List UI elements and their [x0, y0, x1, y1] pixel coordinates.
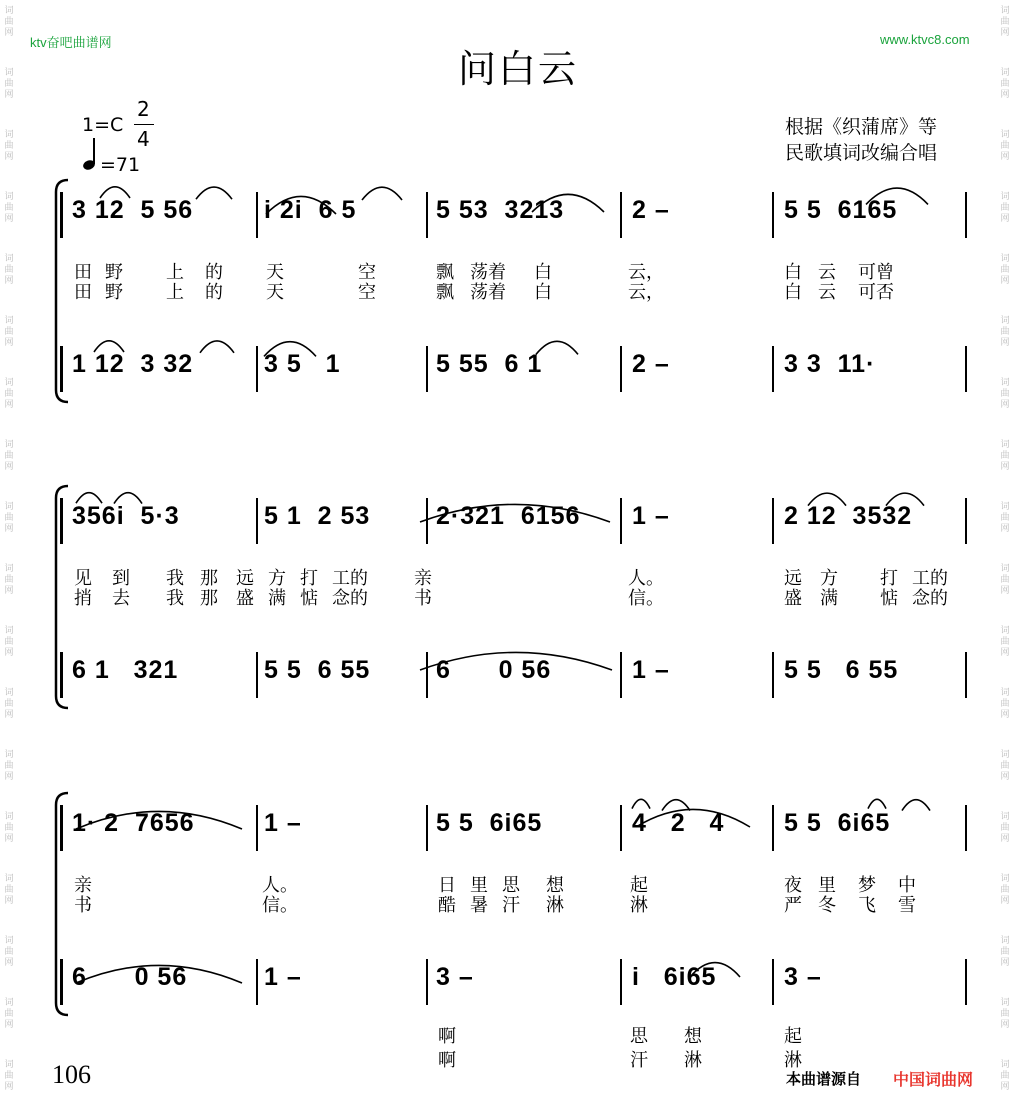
barline [60, 805, 63, 851]
lyric-verse-2-word: 淋 [630, 895, 648, 916]
lyric-verse-1-word: 方 [268, 568, 286, 589]
barline [426, 959, 428, 1005]
lyric-verse-2-word: 野 [105, 282, 123, 303]
barline [60, 346, 63, 392]
watermark-text: 词 曲 网 [1000, 254, 1010, 286]
lyric-lower-1-word: 啊 [438, 1026, 456, 1047]
time-signature-top: 2 [137, 97, 150, 121]
barline [620, 652, 622, 698]
lyric-verse-1-word: 天 [266, 262, 284, 283]
barline [772, 346, 774, 392]
source-site-link[interactable]: 中国词曲网 [893, 1070, 974, 1089]
song-title: 问白云 [458, 47, 579, 91]
lyric-verse-1-word: 见 [74, 568, 92, 589]
lower-measure-4: 2 – [632, 350, 670, 378]
lyric-lower-1-word: 起 [784, 1026, 802, 1047]
barline [256, 652, 258, 698]
lyric-verse-1-word: 空 [358, 262, 376, 283]
lyric-verse-1-word: 野 [105, 262, 123, 283]
barline [772, 192, 774, 238]
watermark-text: 词 曲 网 [1000, 130, 1010, 162]
barline [256, 346, 258, 392]
barline [772, 652, 774, 698]
tempo-marking: =71 [100, 154, 141, 176]
lyric-verse-1-word: 梦 [858, 875, 876, 896]
lyric-verse-2-word: 去 [112, 588, 130, 609]
watermark-text: 词 曲 网 [4, 998, 14, 1030]
watermark-text: 词 曲 网 [1000, 564, 1010, 596]
watermark-text: 词 曲 网 [4, 812, 14, 844]
barline [256, 192, 258, 238]
barline [772, 498, 774, 544]
lower-measure-4: 1 – [632, 656, 670, 684]
lyric-verse-1-word: 飘 [436, 262, 454, 283]
watermark-text: 词 曲 网 [1000, 316, 1010, 348]
watermark-text: 词 曲 网 [1000, 936, 1010, 968]
lower-measure-5: 3 – [784, 963, 822, 991]
lyric-verse-2-word: 飞 [858, 895, 876, 916]
lyric-verse-2-word: 飘 [436, 282, 454, 303]
upper-measure-1: 3 12 5 56 [72, 196, 194, 224]
lyric-verse-2-word: 捎 [74, 588, 92, 609]
lyric-lower-1-word: 思 [630, 1026, 648, 1047]
lyric-verse-1-word: 起 [630, 875, 648, 896]
watermark-text: 词 曲 网 [4, 626, 14, 658]
lyric-verse-1-word: 夜 [784, 875, 802, 896]
lyric-verse-2-word: 白 [534, 282, 552, 303]
lower-measure-4: i 6i65 [632, 963, 717, 991]
upper-measure-5: 5 5 6i65 [784, 809, 891, 837]
lyric-verse-2-word: 惦 [880, 588, 898, 609]
lyric-verse-1-word: 云 [818, 262, 836, 283]
lyric-verse-2-word: 信。 [628, 588, 664, 609]
barline [60, 959, 63, 1005]
barline [426, 498, 428, 544]
lyric-verse-2-word: 淋 [546, 895, 564, 916]
barline [60, 498, 63, 544]
watermark-text: 词 曲 网 [1000, 998, 1010, 1030]
lyric-verse-2-word: 荡着 [470, 282, 506, 303]
upper-measure-3: 5 5 6i65 [436, 809, 543, 837]
lyric-verse-2-word: 盛 [236, 588, 254, 609]
upper-measure-5: 2 12 3532 [784, 502, 913, 530]
upper-measure-1: 1· 2 7656 [72, 809, 195, 837]
lower-measure-2: 5 5 6 55 [264, 656, 371, 684]
lyric-verse-1-word: 远 [784, 568, 802, 589]
watermark-text: 词 曲 网 [1000, 874, 1010, 906]
lyric-verse-2-word: 满 [820, 588, 838, 609]
barline [60, 192, 63, 238]
barline [426, 192, 428, 238]
watermark-text: 词 曲 网 [1000, 192, 1010, 224]
watermark-text: 词 曲 网 [1000, 440, 1010, 472]
lyric-verse-2-word: 的 [205, 282, 223, 303]
lyric-verse-2-word: 酷 [438, 895, 456, 916]
barline [256, 959, 258, 1005]
lower-measure-5: 3 3 11· [784, 350, 876, 378]
watermark-text: 词 曲 网 [4, 130, 14, 162]
watermark-text: 词 曲 网 [1000, 750, 1010, 782]
watermark-text: 词 曲 网 [1000, 6, 1010, 38]
barline [965, 805, 967, 851]
barline [256, 498, 258, 544]
lower-measure-2: 3 5 1 [264, 350, 341, 378]
lyric-verse-2-word: 可否 [858, 282, 894, 303]
barline [965, 652, 967, 698]
barline [772, 959, 774, 1005]
lyric-verse-1-word: 云， [628, 262, 664, 283]
upper-measure-2: 5 1 2 53 [264, 502, 371, 530]
watermark-text: 词 曲 网 [4, 192, 14, 224]
watermark-text: 词 曲 网 [1000, 68, 1010, 100]
watermark-text: 词 曲 网 [1000, 378, 1010, 410]
time-signature-bar [134, 124, 154, 125]
watermark-text: 词 曲 网 [4, 378, 14, 410]
barline [620, 498, 622, 544]
site-name-left[interactable]: ktv奋吧曲谱网 [30, 35, 112, 50]
site-url-right[interactable]: www.ktvc8.com [880, 32, 970, 47]
quarter-note-icon [80, 136, 100, 172]
lyric-verse-2-word: 冬 [818, 895, 836, 916]
barline [620, 959, 622, 1005]
lyric-verse-1-word: 思 [502, 875, 520, 896]
barline [965, 346, 967, 392]
lyric-verse-1-word: 里 [818, 875, 836, 896]
time-signature-bottom: 4 [137, 127, 150, 151]
lyric-lower-2-word: 淋 [784, 1050, 802, 1071]
barline [60, 652, 63, 698]
watermark-text: 词 曲 网 [4, 564, 14, 596]
barline [256, 805, 258, 851]
lyric-verse-1-word: 日 [438, 875, 456, 896]
barline [426, 652, 428, 698]
lower-measure-5: 5 5 6 55 [784, 656, 899, 684]
watermark-text: 词 曲 网 [1000, 688, 1010, 720]
lyric-verse-2-word: 空 [358, 282, 376, 303]
barline [620, 192, 622, 238]
lyric-verse-1-word: 白 [534, 262, 552, 283]
lyric-lower-2-word: 淋 [684, 1050, 702, 1071]
lyric-verse-2-word: 信。 [262, 895, 298, 916]
lyric-verse-1-word: 中 [898, 875, 916, 896]
watermark-text: 词 曲 网 [4, 68, 14, 100]
upper-measure-2: 1 – [264, 809, 302, 837]
lyric-verse-1-word: 的 [205, 262, 223, 283]
barline [620, 805, 622, 851]
watermark-text: 词 曲 网 [4, 440, 14, 472]
lyric-verse-2-word: 田 [74, 282, 92, 303]
upper-measure-4: 1 – [632, 502, 670, 530]
lyric-lower-2-word: 啊 [438, 1050, 456, 1071]
lyric-verse-1-word: 到 [112, 568, 130, 589]
lyric-verse-2-word: 汗 [502, 895, 520, 916]
lyric-verse-1-word: 想 [546, 875, 564, 896]
lyric-verse-2-word: 云， [628, 282, 664, 303]
watermark-text: 词 曲 网 [4, 6, 14, 38]
lyric-verse-2-word: 严 [784, 895, 802, 916]
lyric-lower-2-word: 汗 [630, 1050, 648, 1071]
upper-measure-3: 2·321 6156 [436, 502, 581, 530]
upper-measure-5: 5 5 6165 [784, 196, 898, 224]
lyric-verse-1-word: 白 [784, 262, 802, 283]
lyric-verse-2-word: 念的 [332, 588, 368, 609]
lyric-verse-2-word: 满 [268, 588, 286, 609]
barline [965, 959, 967, 1005]
watermark-text: 词 曲 网 [4, 936, 14, 968]
lyric-verse-2-word: 书 [414, 588, 432, 609]
lyric-verse-2-word: 那 [200, 588, 218, 609]
watermark-text: 词 曲 网 [4, 874, 14, 906]
lyric-verse-1-word: 田 [74, 262, 92, 283]
barline [965, 498, 967, 544]
lyric-verse-2-word: 书 [74, 895, 92, 916]
lyric-verse-1-word: 人。 [262, 875, 298, 896]
lyric-verse-2-word: 白 [784, 282, 802, 303]
lyric-verse-2-word: 惦 [300, 588, 318, 609]
barline [426, 805, 428, 851]
lyric-verse-1-word: 打 [880, 568, 898, 589]
watermark-text: 词 曲 网 [4, 750, 14, 782]
lyric-verse-1-word: 工的 [912, 568, 948, 589]
lower-measure-1: 6 0 56 [72, 963, 188, 991]
credit-line-2: 民歌填词改编合唱 [785, 142, 938, 164]
lyric-verse-1-word: 亲 [414, 568, 432, 589]
watermark-text: 词 曲 网 [1000, 626, 1010, 658]
lyric-verse-2-word: 雪 [898, 895, 916, 916]
barline [965, 192, 967, 238]
lyric-verse-1-word: 荡着 [470, 262, 506, 283]
lyric-verse-1-word: 那 [200, 568, 218, 589]
watermark-text: 词 曲 网 [1000, 502, 1010, 534]
watermark-text: 词 曲 网 [4, 688, 14, 720]
lyric-verse-2-word: 天 [266, 282, 284, 303]
lyric-lower-1-word: 想 [684, 1026, 702, 1047]
lower-measure-3: 6 0 56 [436, 656, 552, 684]
lower-measure-3: 5 55 6 1 [436, 350, 543, 378]
lyric-verse-1-word: 方 [820, 568, 838, 589]
upper-measure-4: 2 – [632, 196, 670, 224]
key-signature: 1=C [82, 114, 124, 136]
credit-line-1: 根据《织蒲席》等 [785, 116, 938, 138]
watermark-text: 词 曲 网 [4, 1060, 14, 1092]
lyric-verse-1-word: 远 [236, 568, 254, 589]
lyric-verse-2-word: 我 [166, 588, 184, 609]
barline [772, 805, 774, 851]
barline [620, 346, 622, 392]
lyric-verse-1-word: 人。 [628, 568, 664, 589]
lyric-verse-1-word: 上 [166, 262, 184, 283]
lyric-verse-2-word: 念的 [912, 588, 948, 609]
upper-measure-4: 4 2 4 [632, 809, 725, 837]
watermark-text: 词 曲 网 [1000, 1060, 1010, 1092]
lower-measure-3: 3 – [436, 963, 474, 991]
upper-measure-2: i 2i 6 5 [264, 196, 357, 224]
lyric-verse-1-word: 工的 [332, 568, 368, 589]
lyric-verse-1-word: 亲 [74, 875, 92, 896]
lyric-verse-2-word: 云 [818, 282, 836, 303]
lyric-verse-1-word: 打 [300, 568, 318, 589]
source-label: 本曲谱源自 [786, 1070, 862, 1088]
lower-measure-2: 1 – [264, 963, 302, 991]
barline [426, 346, 428, 392]
lyric-verse-2-word: 暑 [470, 895, 488, 916]
lyric-verse-2-word: 上 [166, 282, 184, 303]
watermark-text: 词 曲 网 [1000, 812, 1010, 844]
upper-measure-3: 5 53 3213 [436, 196, 565, 224]
lyric-verse-1-word: 里 [470, 875, 488, 896]
lyric-verse-1-word: 可曾 [858, 262, 894, 283]
watermark-text: 词 曲 网 [4, 254, 14, 286]
lower-measure-1: 6 1 321 [72, 656, 179, 684]
lyric-verse-1-word: 我 [166, 568, 184, 589]
lower-measure-1: 1 12 3 32 [72, 350, 194, 378]
watermark-text: 词 曲 网 [4, 502, 14, 534]
lyric-verse-2-word: 盛 [784, 588, 802, 609]
upper-measure-1: 356i 5·3 [72, 502, 180, 530]
watermark-text: 词 曲 网 [4, 316, 14, 348]
page-number: 106 [52, 1060, 91, 1089]
